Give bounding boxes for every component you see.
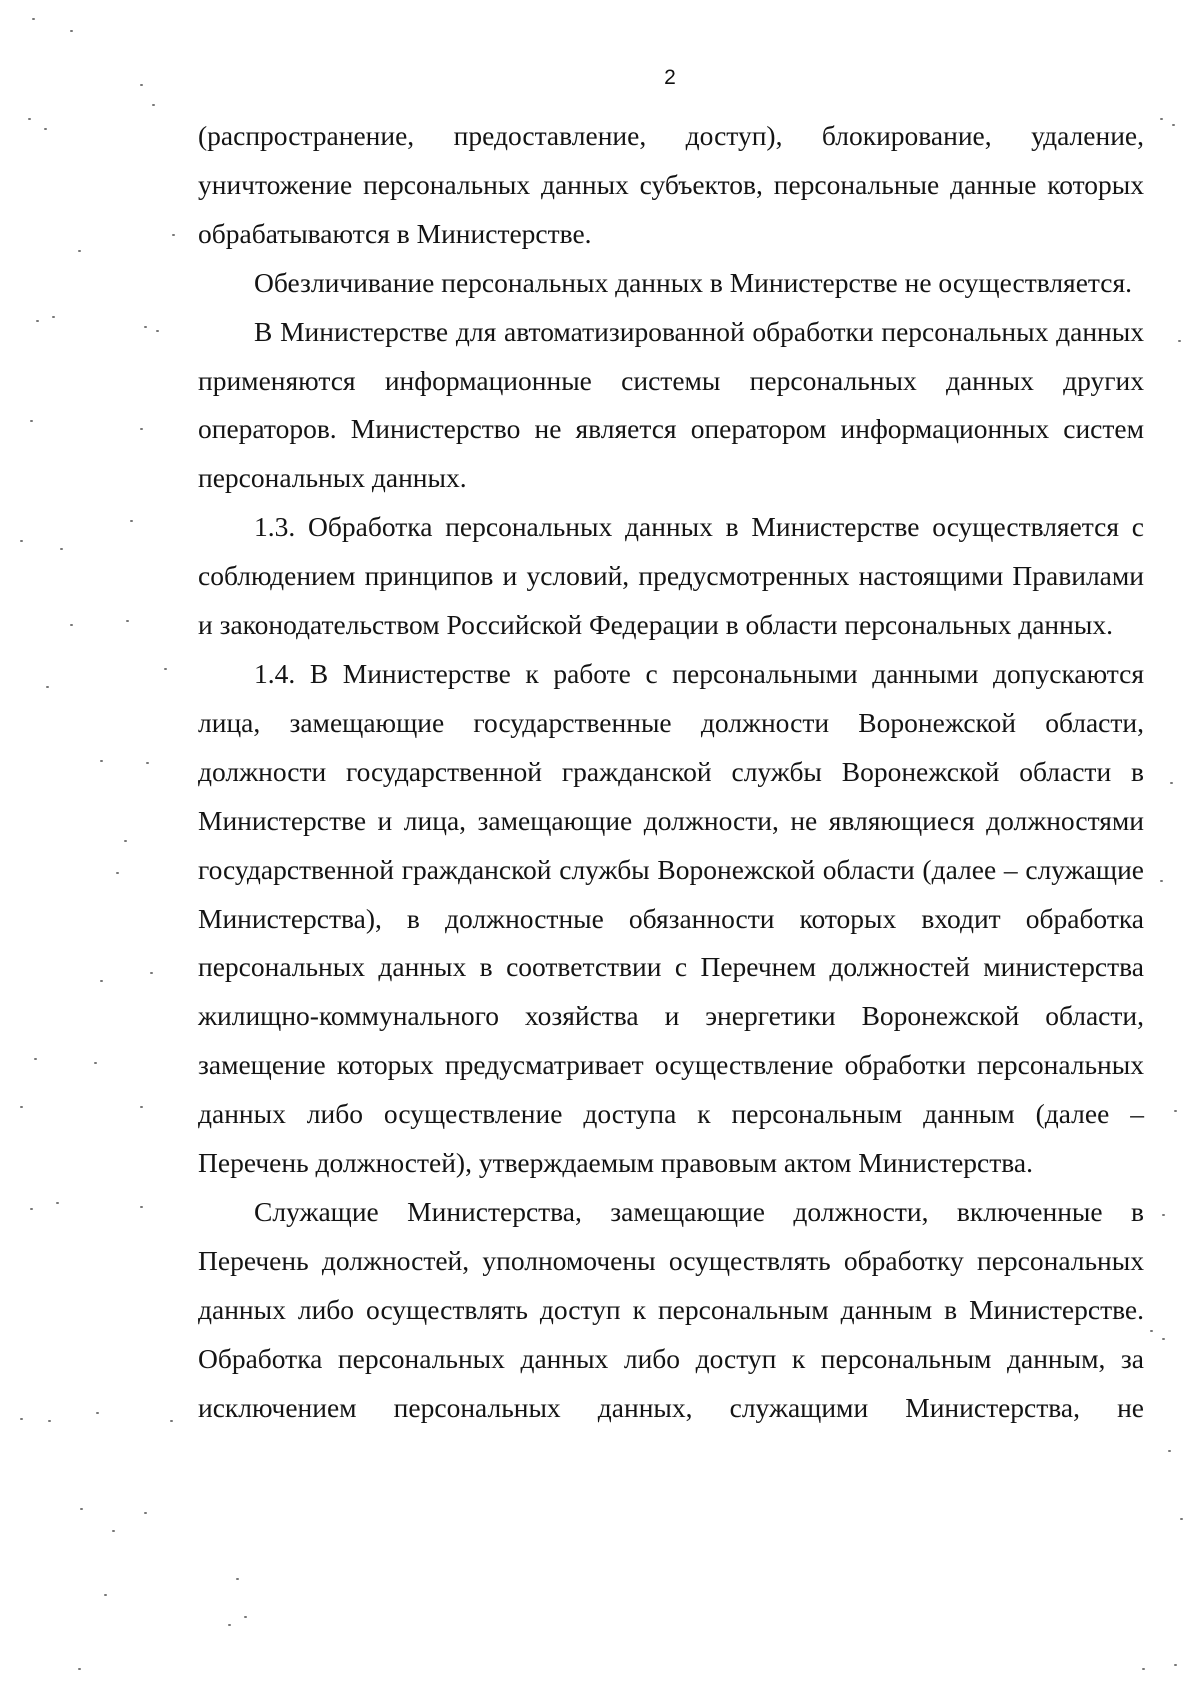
paragraph-processing-actions: (распространение, предоставление, доступ), блокирование, удаление, уничтожение персональных данных субъектов, персональные данные которых обрабатываются в Министерстве. — [198, 120, 1144, 249]
paragraph-section-1-4: 1.4. В Министерстве к работе с персональными данными допускаются лица, замещающие государственные должности Воронежской области, должности государственной гражданской службы Воронежской области в Министерстве и лица, замещающие должности, не являющиеся должностями государственной гражданской службы Воронежской области (далее – служащие Министерства), в должностные обязанности которых входит обработка персональных данных в соответствии с Перечнем должностей министерства жилищно-коммунального хозяйства и энергетики Воронежской области, замещение которых предусматривает осуществление обработки персональных данных либо осуществление доступа к персональным данным (далее – Перечень должностей), утверждаемым правовым актом Министерства. — [198, 657, 1144, 1179]
page-number: 2 — [664, 66, 676, 89]
paragraph-information-systems: В Министерстве для автоматизированной обработки персональных данных применяются информационные системы персональных данных других операторов. Министерство не является оператором информационных систем персональных данных. — [198, 315, 1144, 494]
paragraph-depersonalization: Обезличивание персональных данных в Министерстве не осуществляется. — [254, 266, 1132, 298]
document-body — [198, 112, 1144, 1432]
paragraph-section-1-3: 1.3. Обработка персональных данных в Министерстве осуществляется с соблюдением принципов и условий, предусмотренных настоящими Правилами и законодательством Российской Федерации в области персональных данных. — [198, 511, 1144, 641]
paragraph-authorized-employees: Служащие Министерства, замещающие должности, включенные в Перечень должностей, уполномочены осуществлять обработку персональных данных либо осуществлять доступ к персональным данным в Министерстве. Обработка персональных данных либо доступ к персональным данным, за исключением персональных данных, служащими Министерства, не — [198, 1195, 1144, 1423]
